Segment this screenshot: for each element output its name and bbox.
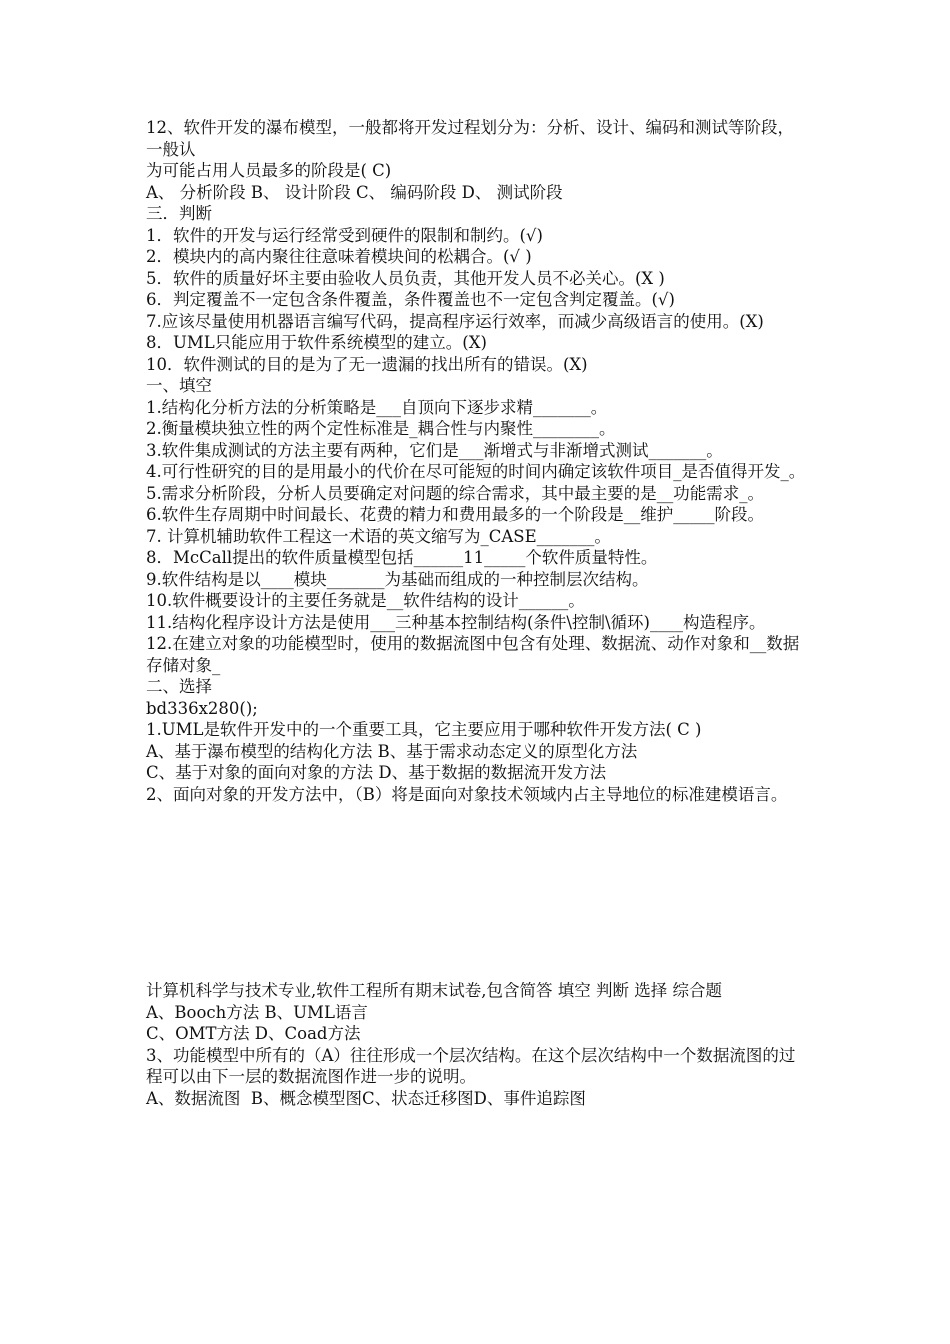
- text-line: 1.结构化分析方法的分析策略是___自顶向下逐步求精_______。: [146, 397, 608, 417]
- text-line: 8．McCall提出的软件质量模型包括______11_____个软件质量特性。: [146, 548, 658, 567]
- text-line: 5.需求分析阶段，分析人员要确定对问题的综合需求，其中最主要的是__功能需求_。: [146, 483, 764, 503]
- text-line: 5．软件的质量好坏主要由验收人员负责，其他开发人员不必关心。(X ): [146, 268, 665, 288]
- text-line: A、Booch方法 B、UML语言: [146, 1002, 368, 1022]
- text-line: 4.可行性研究的目的是用最小的代价在尽可能短的时间内确定该软件项目_是否值得开发_。: [146, 462, 806, 481]
- section-heading: 三．判断: [146, 204, 212, 223]
- text-line: 6.软件生存周期中时间最长、花费的精力和费用最多的一个阶段是__维护_____阶段。: [146, 505, 764, 524]
- text-line: 6．判定覆盖不一定包含条件覆盖，条件覆盖也不一定包含判定覆盖。(√): [146, 290, 675, 309]
- section-heading: 二、选择: [146, 677, 212, 696]
- document-block-2: [146, 980, 806, 1109]
- text-line: 3.软件集成测试的方法主要有两种，它们是___渐增式与非渐增式测试_______。: [146, 440, 723, 460]
- text-line: 计算机科学与技术专业,软件工程所有期末试卷,包含简答 填空 判断 选择 综合题: [146, 981, 722, 1000]
- text-line: 7. 计算机辅助软件工程这一术语的英文缩写为_CASE_______。: [146, 526, 611, 546]
- text-line: 9.软件结构是以____模块_______为基础而组成的一种控制层次结构。: [146, 569, 649, 589]
- text-line: bd336x280();: [146, 698, 258, 718]
- text-line: 2、面向对象的开发方法中，（B）将是面向对象技术领域内占主导地位的标准建模语言。: [146, 784, 788, 804]
- text-line: 10．软件测试的目的是为了无一遗漏的找出所有的错误。(X): [146, 354, 588, 374]
- text-line: 为可能占用人员最多的阶段是( C): [146, 161, 392, 180]
- text-line: A、数据流图 B、概念模型图C、状态迁移图D、事件追踪图: [146, 1088, 586, 1108]
- text-line: 10.软件概要设计的主要任务就是__软件结构的设计______。: [146, 591, 585, 610]
- text-line: 8．UML只能应用于软件系统模型的建立。(X): [146, 333, 487, 352]
- text-line: 12.在建立对象的功能模型时，使用的数据流图中包含有处理、数据流、动作对象和__数据存储对象_: [146, 634, 800, 675]
- text-line: A、 分析阶段 B、 设计阶段 C、 编码阶段 D、 测试阶段: [146, 182, 563, 202]
- text-line: 11.结构化程序设计方法是使用___三种基本控制结构(条件\控制\循环)____构造程序。: [146, 612, 766, 632]
- text-line: 2.衡量模块独立性的两个定性标准是_耦合性与内聚性________。: [146, 419, 616, 438]
- text-line: 7.应该尽量使用机器语言编写代码，提高程序运行效率，而减少高级语言的使用。(X): [146, 311, 764, 331]
- document-block-1: [146, 117, 806, 805]
- text-line: A、基于瀑布模型的结构化方法 B、基于需求动态定义的原型化方法: [146, 741, 638, 761]
- text-line: 2．模块内的高内聚往往意味着模块间的松耦合。(√ ): [146, 247, 532, 266]
- text-line: 3、功能模型中所有的（A）往往形成一个层次结构。在这个层次结构中一个数据流图的过程可以由下一层的数据流图作进一步的说明。: [146, 1045, 796, 1086]
- text-line: C、OMT方法 D、Coad方法: [146, 1024, 361, 1043]
- text-line: 1．软件的开发与运行经常受到硬件的限制和制约。(√): [146, 225, 543, 245]
- document-page: [146, 117, 806, 1109]
- text-line: 1.UML是软件开发中的一个重要工具，它主要应用于哪种软件开发方法( C ): [146, 720, 702, 739]
- text-line: 12、软件开发的瀑布模型，一般都将开发过程划分为：分析、设计、编码和测试等阶段，一般认: [146, 118, 794, 159]
- section-heading: 一、填空: [146, 376, 212, 395]
- page-gap: [146, 805, 806, 980]
- text-line: C、基于对象的面向对象的方法 D、基于数据的数据流开发方法: [146, 763, 607, 782]
